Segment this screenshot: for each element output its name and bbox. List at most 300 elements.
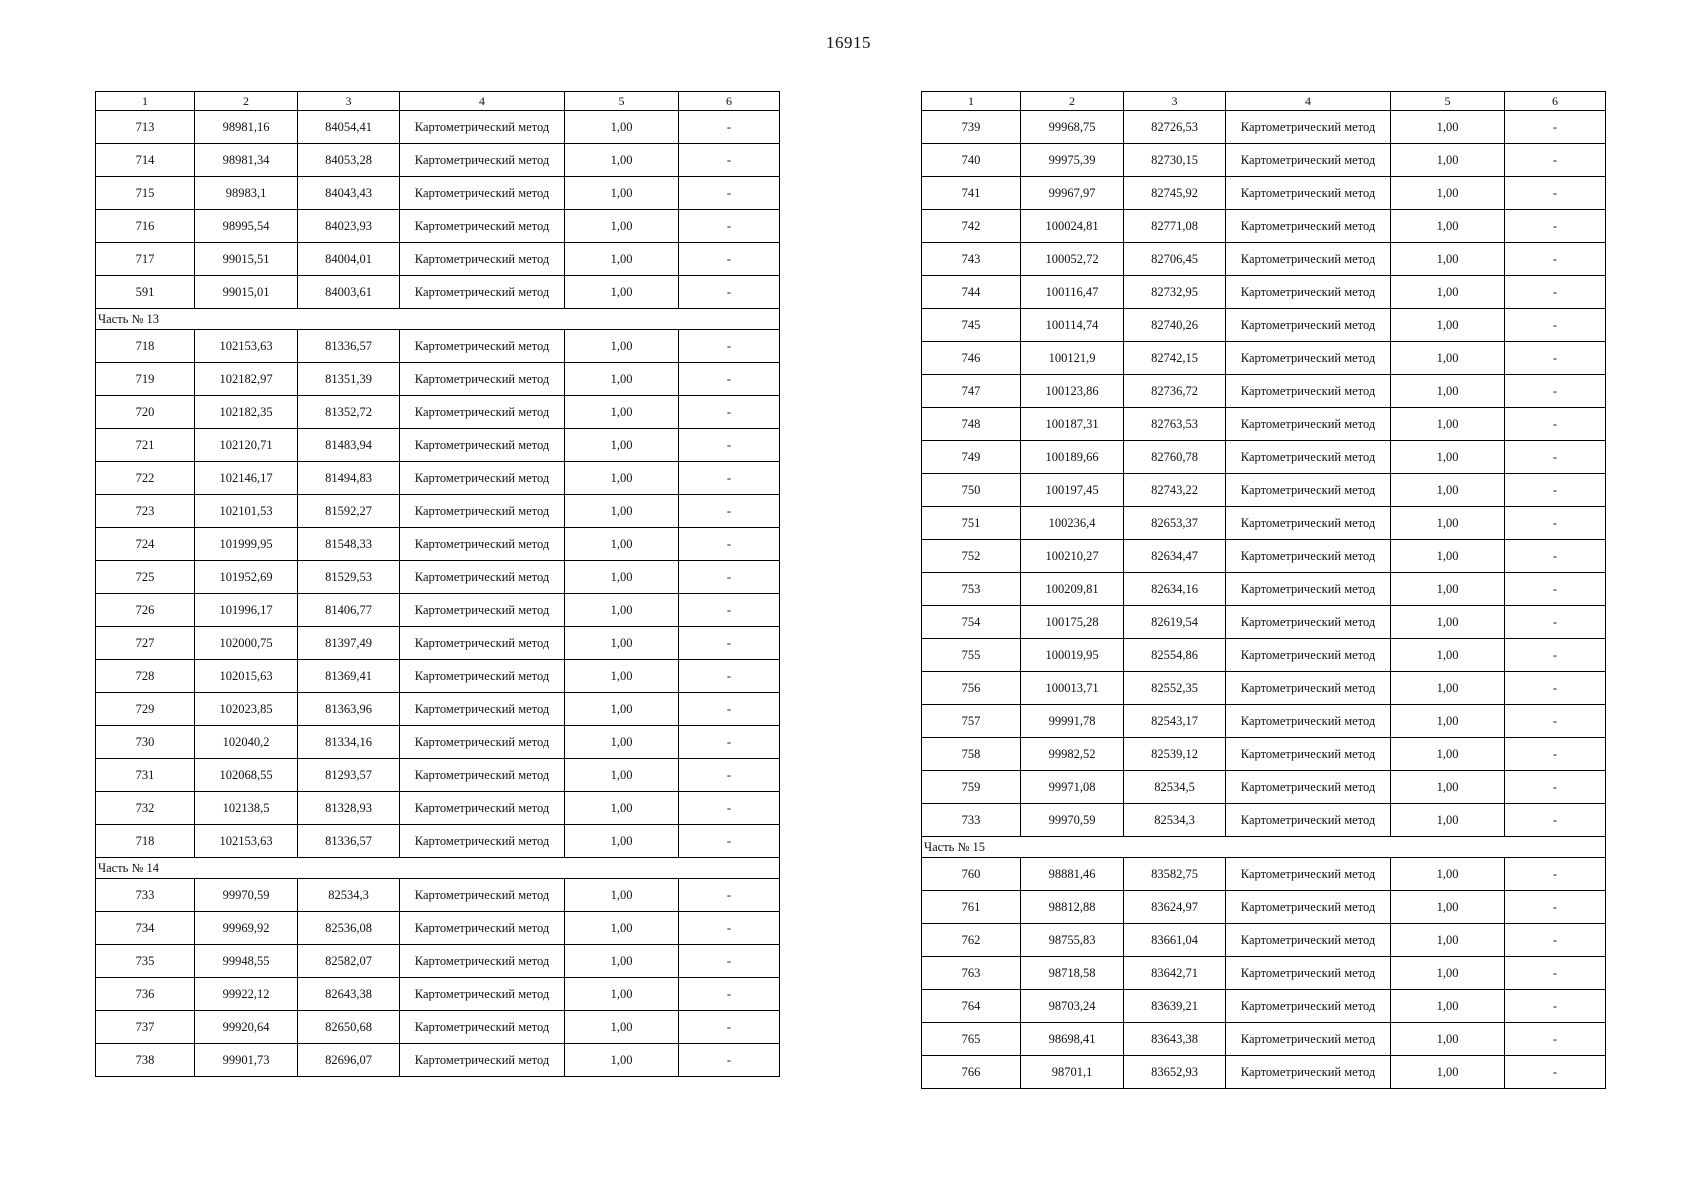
- point-number-cell: 750: [922, 474, 1021, 507]
- accuracy-cell: 1,00: [1391, 507, 1505, 540]
- description-cell: -: [679, 726, 780, 759]
- x-coordinate-cell: 99968,75: [1021, 111, 1124, 144]
- y-coordinate-cell: 82534,3: [1124, 804, 1226, 837]
- point-number-cell: 738: [96, 1044, 195, 1077]
- method-cell: Картометрический метод: [400, 825, 565, 858]
- x-coordinate-cell: 100024,81: [1021, 210, 1124, 243]
- method-cell: Картометрический метод: [1226, 858, 1391, 891]
- y-coordinate-cell: 82534,5: [1124, 771, 1226, 804]
- accuracy-cell: 1,00: [565, 825, 679, 858]
- y-coordinate-cell: 82643,38: [298, 978, 400, 1011]
- x-coordinate-cell: 99991,78: [1021, 705, 1124, 738]
- description-cell: -: [1505, 111, 1606, 144]
- point-number-cell: 764: [922, 990, 1021, 1023]
- method-cell: Картометрический метод: [1226, 276, 1391, 309]
- x-coordinate-cell: 100187,31: [1021, 408, 1124, 441]
- method-cell: Картометрический метод: [400, 693, 565, 726]
- point-number-cell: 765: [922, 1023, 1021, 1056]
- x-coordinate-cell: 102138,5: [195, 792, 298, 825]
- description-cell: -: [1505, 573, 1606, 606]
- method-cell: Картометрический метод: [1226, 639, 1391, 672]
- accuracy-cell: 1,00: [565, 561, 679, 594]
- accuracy-cell: 1,00: [1391, 276, 1505, 309]
- accuracy-cell: 1,00: [1391, 1056, 1505, 1089]
- y-coordinate-cell: 84054,41: [298, 111, 400, 144]
- y-coordinate-cell: 82732,95: [1124, 276, 1226, 309]
- method-cell: Картометрический метод: [400, 276, 565, 309]
- y-coordinate-cell: 81352,72: [298, 396, 400, 429]
- accuracy-cell: 1,00: [1391, 375, 1505, 408]
- method-cell: Картометрический метод: [400, 429, 565, 462]
- x-coordinate-cell: 100013,71: [1021, 672, 1124, 705]
- x-coordinate-cell: 102182,35: [195, 396, 298, 429]
- accuracy-cell: 1,00: [1391, 441, 1505, 474]
- method-cell: Картометрический метод: [400, 1044, 565, 1077]
- accuracy-cell: 1,00: [1391, 309, 1505, 342]
- accuracy-cell: 1,00: [565, 1011, 679, 1044]
- header-row: [922, 92, 1606, 111]
- table-row: [96, 978, 780, 1011]
- description-cell: -: [1505, 507, 1606, 540]
- y-coordinate-cell: 81483,94: [298, 429, 400, 462]
- x-coordinate-cell: 102153,63: [195, 825, 298, 858]
- accuracy-cell: 1,00: [1391, 111, 1505, 144]
- table-row: [922, 276, 1606, 309]
- point-number-cell: 761: [922, 891, 1021, 924]
- table-row: [922, 507, 1606, 540]
- x-coordinate-cell: 98755,83: [1021, 924, 1124, 957]
- description-cell: -: [679, 561, 780, 594]
- description-cell: -: [1505, 309, 1606, 342]
- accuracy-cell: 1,00: [565, 660, 679, 693]
- accuracy-cell: 1,00: [565, 243, 679, 276]
- y-coordinate-cell: 81369,41: [298, 660, 400, 693]
- x-coordinate-cell: 99901,73: [195, 1044, 298, 1077]
- accuracy-cell: 1,00: [565, 276, 679, 309]
- x-coordinate-cell: 98701,1: [1021, 1056, 1124, 1089]
- x-coordinate-cell: 98698,41: [1021, 1023, 1124, 1056]
- x-coordinate-cell: 99920,64: [195, 1011, 298, 1044]
- x-coordinate-cell: 100116,47: [1021, 276, 1124, 309]
- table-row: [922, 990, 1606, 1023]
- x-coordinate-cell: 99969,92: [195, 912, 298, 945]
- method-cell: Картометрический метод: [1226, 474, 1391, 507]
- point-number-cell: 741: [922, 177, 1021, 210]
- point-number-cell: 749: [922, 441, 1021, 474]
- accuracy-cell: 1,00: [1391, 705, 1505, 738]
- x-coordinate-cell: 100114,74: [1021, 309, 1124, 342]
- x-coordinate-cell: 102101,53: [195, 495, 298, 528]
- description-cell: -: [679, 144, 780, 177]
- accuracy-cell: 1,00: [1391, 540, 1505, 573]
- y-coordinate-cell: 81328,93: [298, 792, 400, 825]
- table-row: [922, 309, 1606, 342]
- method-cell: Картометрический метод: [1226, 144, 1391, 177]
- description-cell: -: [679, 879, 780, 912]
- method-cell: Картометрический метод: [400, 210, 565, 243]
- table-row: [922, 957, 1606, 990]
- accuracy-cell: 1,00: [1391, 342, 1505, 375]
- point-number-cell: 718: [96, 825, 195, 858]
- y-coordinate-cell: 81406,77: [298, 594, 400, 627]
- description-cell: -: [679, 429, 780, 462]
- description-cell: -: [679, 1044, 780, 1077]
- x-coordinate-cell: 98981,34: [195, 144, 298, 177]
- point-number-cell: 736: [96, 978, 195, 1011]
- header-cell: 6: [1505, 92, 1606, 111]
- table-row: [96, 693, 780, 726]
- description-cell: -: [1505, 990, 1606, 1023]
- point-number-cell: 726: [96, 594, 195, 627]
- description-cell: -: [1505, 144, 1606, 177]
- y-coordinate-cell: 82634,47: [1124, 540, 1226, 573]
- description-cell: -: [1505, 408, 1606, 441]
- table-row: [96, 210, 780, 243]
- page-number: 16915: [826, 33, 871, 52]
- description-cell: -: [1505, 924, 1606, 957]
- method-cell: Картометрический метод: [400, 144, 565, 177]
- table-row: [96, 243, 780, 276]
- accuracy-cell: 1,00: [565, 363, 679, 396]
- description-cell: -: [1505, 276, 1606, 309]
- x-coordinate-cell: 99982,52: [1021, 738, 1124, 771]
- method-cell: Картометрический метод: [400, 177, 565, 210]
- description-cell: -: [1505, 540, 1606, 573]
- y-coordinate-cell: 81334,16: [298, 726, 400, 759]
- section-label: Часть № 13: [96, 309, 780, 330]
- y-coordinate-cell: 81548,33: [298, 528, 400, 561]
- table-row: [96, 495, 780, 528]
- point-number-cell: 724: [96, 528, 195, 561]
- point-number-cell: 740: [922, 144, 1021, 177]
- table-row: [96, 396, 780, 429]
- point-number-cell: 746: [922, 342, 1021, 375]
- x-coordinate-cell: 102182,97: [195, 363, 298, 396]
- y-coordinate-cell: 84023,93: [298, 210, 400, 243]
- accuracy-cell: 1,00: [1391, 408, 1505, 441]
- accuracy-cell: 1,00: [1391, 573, 1505, 606]
- accuracy-cell: 1,00: [1391, 771, 1505, 804]
- table-row: [922, 408, 1606, 441]
- description-cell: -: [679, 111, 780, 144]
- y-coordinate-cell: 81351,39: [298, 363, 400, 396]
- method-cell: Картометрический метод: [1226, 177, 1391, 210]
- point-number-cell: 732: [96, 792, 195, 825]
- description-cell: -: [1505, 441, 1606, 474]
- method-cell: Картометрический метод: [400, 363, 565, 396]
- x-coordinate-cell: 98881,46: [1021, 858, 1124, 891]
- table-row: [96, 627, 780, 660]
- method-cell: Картометрический метод: [1226, 441, 1391, 474]
- method-cell: Картометрический метод: [400, 330, 565, 363]
- description-cell: -: [679, 660, 780, 693]
- point-number-cell: 753: [922, 573, 1021, 606]
- y-coordinate-cell: 82534,3: [298, 879, 400, 912]
- description-cell: -: [679, 495, 780, 528]
- x-coordinate-cell: 98981,16: [195, 111, 298, 144]
- table-row: [922, 891, 1606, 924]
- table-row: [96, 1044, 780, 1077]
- method-cell: Картометрический метод: [1226, 1056, 1391, 1089]
- table-row: [922, 111, 1606, 144]
- section-row: [96, 858, 780, 879]
- point-number-cell: 762: [922, 924, 1021, 957]
- point-number-cell: 747: [922, 375, 1021, 408]
- point-number-cell: 755: [922, 639, 1021, 672]
- section-label: Часть № 15: [922, 837, 1606, 858]
- accuracy-cell: 1,00: [565, 528, 679, 561]
- table-row: [96, 759, 780, 792]
- description-cell: -: [1505, 177, 1606, 210]
- description-cell: -: [1505, 705, 1606, 738]
- method-cell: Картометрический метод: [1226, 309, 1391, 342]
- x-coordinate-cell: 100209,81: [1021, 573, 1124, 606]
- description-cell: -: [679, 276, 780, 309]
- x-coordinate-cell: 102120,71: [195, 429, 298, 462]
- table-row: [96, 594, 780, 627]
- header-cell: 5: [1391, 92, 1505, 111]
- table-row: [922, 606, 1606, 639]
- y-coordinate-cell: 82742,15: [1124, 342, 1226, 375]
- point-number-cell: 731: [96, 759, 195, 792]
- method-cell: Картометрический метод: [400, 627, 565, 660]
- table-row: [96, 462, 780, 495]
- description-cell: -: [1505, 210, 1606, 243]
- accuracy-cell: 1,00: [565, 144, 679, 177]
- point-number-cell: 733: [96, 879, 195, 912]
- y-coordinate-cell: 83582,75: [1124, 858, 1226, 891]
- header-cell: 4: [1226, 92, 1391, 111]
- description-cell: -: [1505, 957, 1606, 990]
- x-coordinate-cell: 100236,4: [1021, 507, 1124, 540]
- method-cell: Картометрический метод: [400, 978, 565, 1011]
- description-cell: -: [679, 462, 780, 495]
- y-coordinate-cell: 82696,07: [298, 1044, 400, 1077]
- table-row: [922, 573, 1606, 606]
- x-coordinate-cell: 99922,12: [195, 978, 298, 1011]
- x-coordinate-cell: 100175,28: [1021, 606, 1124, 639]
- y-coordinate-cell: 82745,92: [1124, 177, 1226, 210]
- table-row: [96, 561, 780, 594]
- point-number-cell: 720: [96, 396, 195, 429]
- y-coordinate-cell: 84043,43: [298, 177, 400, 210]
- y-coordinate-cell: 82552,35: [1124, 672, 1226, 705]
- x-coordinate-cell: 100123,86: [1021, 375, 1124, 408]
- table-row: [96, 912, 780, 945]
- x-coordinate-cell: 100189,66: [1021, 441, 1124, 474]
- table-row: [922, 771, 1606, 804]
- point-number-cell: 742: [922, 210, 1021, 243]
- x-coordinate-cell: 98812,88: [1021, 891, 1124, 924]
- y-coordinate-cell: 81529,53: [298, 561, 400, 594]
- accuracy-cell: 1,00: [565, 429, 679, 462]
- y-coordinate-cell: 81336,57: [298, 330, 400, 363]
- description-cell: -: [1505, 606, 1606, 639]
- point-number-cell: 759: [922, 771, 1021, 804]
- table-row: [96, 660, 780, 693]
- table-row: [922, 177, 1606, 210]
- accuracy-cell: 1,00: [1391, 177, 1505, 210]
- x-coordinate-cell: 101999,95: [195, 528, 298, 561]
- section-row: [96, 309, 780, 330]
- y-coordinate-cell: 83661,04: [1124, 924, 1226, 957]
- accuracy-cell: 1,00: [1391, 738, 1505, 771]
- description-cell: -: [679, 177, 780, 210]
- accuracy-cell: 1,00: [1391, 990, 1505, 1023]
- table-row: [922, 540, 1606, 573]
- accuracy-cell: 1,00: [565, 111, 679, 144]
- method-cell: Картометрический метод: [400, 759, 565, 792]
- method-cell: Картометрический метод: [1226, 990, 1391, 1023]
- method-cell: Картометрический метод: [400, 879, 565, 912]
- y-coordinate-cell: 84004,01: [298, 243, 400, 276]
- point-number-cell: 737: [96, 1011, 195, 1044]
- description-cell: -: [679, 693, 780, 726]
- y-coordinate-cell: 81397,49: [298, 627, 400, 660]
- y-coordinate-cell: 82763,53: [1124, 408, 1226, 441]
- accuracy-cell: 1,00: [565, 462, 679, 495]
- y-coordinate-cell: 83643,38: [1124, 1023, 1226, 1056]
- y-coordinate-cell: 82650,68: [298, 1011, 400, 1044]
- point-number-cell: 719: [96, 363, 195, 396]
- y-coordinate-cell: 83642,71: [1124, 957, 1226, 990]
- x-coordinate-cell: 99967,97: [1021, 177, 1124, 210]
- y-coordinate-cell: 82706,45: [1124, 243, 1226, 276]
- description-cell: -: [679, 1011, 780, 1044]
- coordinates-table-right: [921, 91, 1606, 1089]
- point-number-cell: 591: [96, 276, 195, 309]
- point-number-cell: 718: [96, 330, 195, 363]
- point-number-cell: 763: [922, 957, 1021, 990]
- header-cell: 2: [1021, 92, 1124, 111]
- method-cell: Картометрический метод: [400, 561, 565, 594]
- table-row: [922, 738, 1606, 771]
- accuracy-cell: 1,00: [565, 945, 679, 978]
- y-coordinate-cell: 82634,16: [1124, 573, 1226, 606]
- point-number-cell: 728: [96, 660, 195, 693]
- accuracy-cell: 1,00: [565, 978, 679, 1011]
- y-coordinate-cell: 81363,96: [298, 693, 400, 726]
- method-cell: Картометрический метод: [400, 495, 565, 528]
- accuracy-cell: 1,00: [1391, 957, 1505, 990]
- table-row: [96, 825, 780, 858]
- point-number-cell: 757: [922, 705, 1021, 738]
- x-coordinate-cell: 99970,59: [1021, 804, 1124, 837]
- y-coordinate-cell: 81494,83: [298, 462, 400, 495]
- table-row: [922, 705, 1606, 738]
- point-number-cell: 748: [922, 408, 1021, 441]
- method-cell: Картометрический метод: [1226, 210, 1391, 243]
- x-coordinate-cell: 102068,55: [195, 759, 298, 792]
- description-cell: -: [679, 594, 780, 627]
- accuracy-cell: 1,00: [1391, 243, 1505, 276]
- point-number-cell: 725: [96, 561, 195, 594]
- accuracy-cell: 1,00: [565, 495, 679, 528]
- point-number-cell: 754: [922, 606, 1021, 639]
- x-coordinate-cell: 102040,2: [195, 726, 298, 759]
- y-coordinate-cell: 82743,22: [1124, 474, 1226, 507]
- method-cell: Картометрический метод: [1226, 672, 1391, 705]
- method-cell: Картометрический метод: [1226, 375, 1391, 408]
- y-coordinate-cell: 83639,21: [1124, 990, 1226, 1023]
- method-cell: Картометрический метод: [400, 945, 565, 978]
- x-coordinate-cell: 99970,59: [195, 879, 298, 912]
- table-row: [96, 363, 780, 396]
- table-row: [96, 1011, 780, 1044]
- x-coordinate-cell: 100052,72: [1021, 243, 1124, 276]
- y-coordinate-cell: 84053,28: [298, 144, 400, 177]
- x-coordinate-cell: 102153,63: [195, 330, 298, 363]
- y-coordinate-cell: 82582,07: [298, 945, 400, 978]
- table-row: [96, 879, 780, 912]
- table-row: [96, 111, 780, 144]
- x-coordinate-cell: 99015,01: [195, 276, 298, 309]
- y-coordinate-cell: 82740,26: [1124, 309, 1226, 342]
- accuracy-cell: 1,00: [565, 210, 679, 243]
- y-coordinate-cell: 81592,27: [298, 495, 400, 528]
- y-coordinate-cell: 83652,93: [1124, 1056, 1226, 1089]
- accuracy-cell: 1,00: [565, 879, 679, 912]
- y-coordinate-cell: 82760,78: [1124, 441, 1226, 474]
- method-cell: Картометрический метод: [1226, 606, 1391, 639]
- method-cell: Картометрический метод: [1226, 342, 1391, 375]
- table-row: [922, 342, 1606, 375]
- point-number-cell: 722: [96, 462, 195, 495]
- point-number-cell: 715: [96, 177, 195, 210]
- accuracy-cell: 1,00: [565, 330, 679, 363]
- table-row: [96, 330, 780, 363]
- method-cell: Картометрический метод: [1226, 540, 1391, 573]
- accuracy-cell: 1,00: [1391, 639, 1505, 672]
- table-row: [922, 804, 1606, 837]
- description-cell: -: [1505, 639, 1606, 672]
- point-number-cell: 729: [96, 693, 195, 726]
- method-cell: Картометрический метод: [1226, 957, 1391, 990]
- point-number-cell: 716: [96, 210, 195, 243]
- point-number-cell: 735: [96, 945, 195, 978]
- table-row: [96, 528, 780, 561]
- description-cell: -: [679, 912, 780, 945]
- description-cell: -: [1505, 375, 1606, 408]
- accuracy-cell: 1,00: [1391, 606, 1505, 639]
- y-coordinate-cell: 82771,08: [1124, 210, 1226, 243]
- point-number-cell: 717: [96, 243, 195, 276]
- accuracy-cell: 1,00: [565, 177, 679, 210]
- description-cell: -: [679, 627, 780, 660]
- method-cell: Картометрический метод: [1226, 111, 1391, 144]
- x-coordinate-cell: 102000,75: [195, 627, 298, 660]
- point-number-cell: 752: [922, 540, 1021, 573]
- x-coordinate-cell: 101996,17: [195, 594, 298, 627]
- table-row: [96, 726, 780, 759]
- method-cell: Картометрический метод: [400, 528, 565, 561]
- method-cell: Картометрический метод: [1226, 891, 1391, 924]
- accuracy-cell: 1,00: [1391, 1023, 1505, 1056]
- y-coordinate-cell: 82543,17: [1124, 705, 1226, 738]
- description-cell: -: [1505, 738, 1606, 771]
- point-number-cell: 714: [96, 144, 195, 177]
- table-row: [922, 1023, 1606, 1056]
- method-cell: Картометрический метод: [1226, 705, 1391, 738]
- method-cell: Картометрический метод: [400, 396, 565, 429]
- point-number-cell: 756: [922, 672, 1021, 705]
- y-coordinate-cell: 82653,37: [1124, 507, 1226, 540]
- point-number-cell: 721: [96, 429, 195, 462]
- description-cell: -: [679, 945, 780, 978]
- accuracy-cell: 1,00: [1391, 144, 1505, 177]
- point-number-cell: 739: [922, 111, 1021, 144]
- table-row: [922, 243, 1606, 276]
